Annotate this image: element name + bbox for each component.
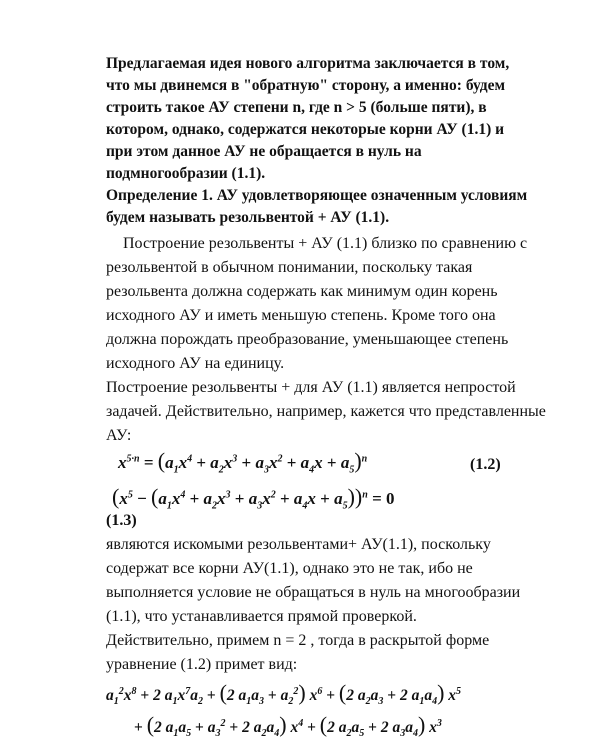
intro-line-2: что мы двинемся в "обратную" сторону, а именно: будем bbox=[106, 77, 506, 94]
equation-1-2: $x^{5\cdot n} = (a_1x^4 + a_2x^3 + a_3x^2 + a_4x + a_5)^n$ bbox=[118, 448, 368, 476]
intro-line-3: строить такое АУ степени n, где n > 5 (больше пяти), в bbox=[106, 99, 487, 116]
body1-line-6: исходного АУ на единицу. bbox=[106, 355, 285, 372]
equation-1-2-label: (1.2) bbox=[470, 456, 501, 473]
intro-line-1: Предлагаемая идея нового алгоритма заключается в том, bbox=[106, 55, 510, 72]
body2-line-4: (1.1), что устанавливается прямой проверкой. bbox=[106, 608, 417, 625]
body1-line-4: исходного АУ и иметь меньшую степень. Кроме того она bbox=[106, 307, 496, 324]
intro-line-6: подмногообразии (1.1). bbox=[106, 165, 266, 182]
definition-line-2: будем называть резольвентой + АУ (1.1). bbox=[106, 209, 390, 226]
equation-1-3-label: (1.3) bbox=[106, 512, 137, 529]
expanded-equation-line-2: + (2 $a_1a_5 + a_3^2 + 2$ $a_2a_4$) $x^4 + (2$ $a_2a_5 + 2$ $a_3a_4$) $x^3$ bbox=[134, 712, 442, 740]
body2-line-1: являются искомыми резольвентами+ АУ(1.1), поскольку bbox=[106, 536, 491, 553]
body1-line-1: Построение резольвенты + АУ (1.1) близко по сравнению с bbox=[123, 235, 528, 252]
body1-line-2: резольвентой в обычном понимании, поскольку такая bbox=[106, 259, 473, 276]
body2-line-3: выполняется условие не обращаться в нуль на многообразии bbox=[106, 584, 521, 601]
body1-line-7: Построение резольвенты + для АУ (1.1) является непростой bbox=[106, 379, 516, 396]
body1-line-8: задачей. Действительно, например, кажется что представленные bbox=[106, 403, 546, 420]
body2-line-2: содержат все корни АУ(1.1), однако это не так, ибо не bbox=[106, 560, 473, 577]
definition-line-1: Определение 1. АУ удовлетворяющее означенным условиям bbox=[106, 187, 528, 204]
body1-line-5: должна порождать преобразование, уменьшающее степень bbox=[106, 331, 509, 348]
equation-1-3: $(x^5 - (a_1x^4 + a_2x^3 + a_3x^2 + a_4x + a_5))^n = 0$ bbox=[112, 484, 395, 512]
body2-line-6: уравнение (1.2) примет вид: bbox=[106, 656, 298, 673]
intro-line-5: при этом данное АУ не обращается в нуль на bbox=[106, 143, 422, 160]
body1-line-9: АУ: bbox=[106, 427, 132, 444]
body2-line-5: Действительно, примем n = 2 , тогда в раскрытой форме bbox=[106, 632, 490, 649]
body1-line-3: резольвента должна содержать как минимум один корень bbox=[106, 283, 498, 300]
intro-line-4: котором, однако, содержатся некоторые корни АУ (1.1) и bbox=[106, 121, 505, 138]
expanded-equation-line-1: $a_1^2x^8 + 2$ $a_1x^7a_2 + (2$ $a_1a_3 + a_2^2$) $x^6 + (2$ $a_2a_3 + 2$ $a_1a_4$) $x^5$ bbox=[106, 680, 462, 708]
